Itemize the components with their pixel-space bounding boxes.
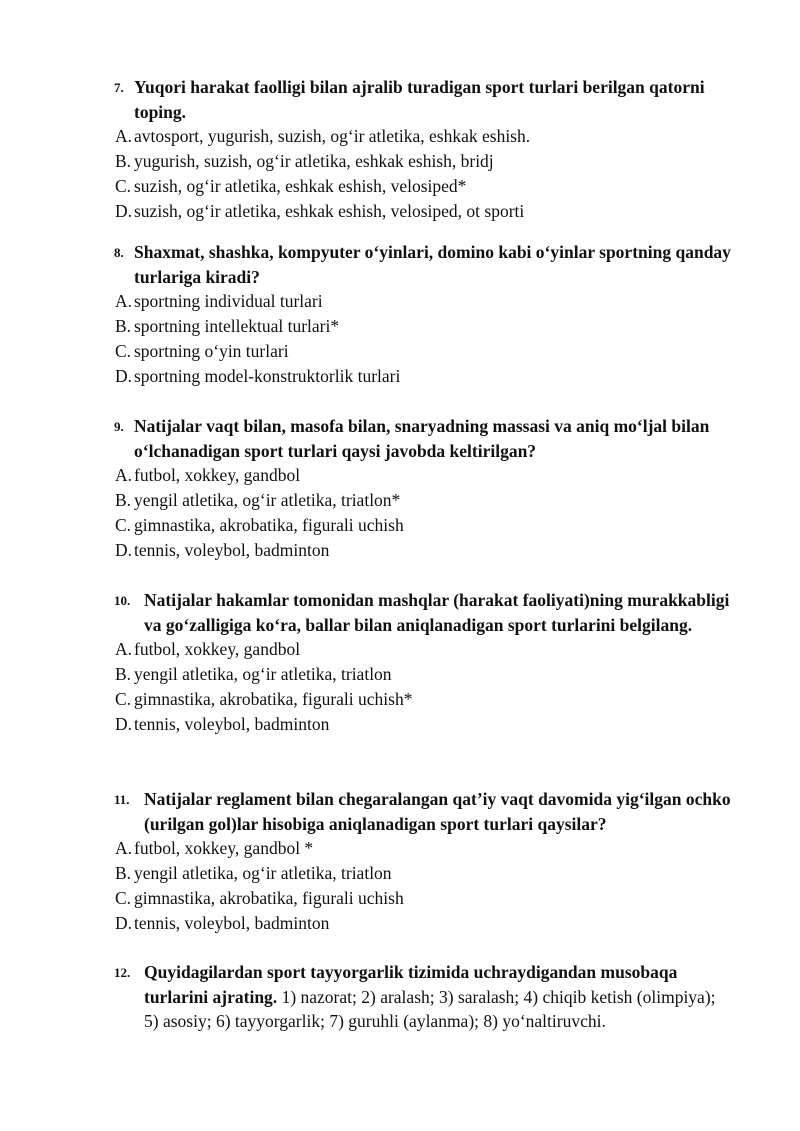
option-letter: A. bbox=[115, 465, 133, 485]
question-number: 10. bbox=[114, 593, 131, 608]
option-text: sportning model-konstruktorlik turlari bbox=[134, 366, 401, 386]
question-text bbox=[144, 960, 734, 1034]
question-number: 7. bbox=[114, 80, 124, 95]
option-letter: B. bbox=[115, 664, 132, 684]
option-letter: A. bbox=[115, 291, 133, 311]
answer-option-d bbox=[0, 538, 800, 563]
answer-option-b bbox=[0, 488, 800, 513]
question-header bbox=[0, 960, 734, 1034]
question-text-bold: Quyidagilardan sport tayyorgarlik tizimida uchraydigandan musobaqa turlarini ajrating. bbox=[144, 962, 678, 1007]
answer-option-a bbox=[0, 637, 800, 662]
question-text-list: 1) nazorat; 2) aralash; 3) saralash; 4) chiqib ketish (olimpiya); 5) asosiy; 6) tayyorgarlik; 7) guruhli (aylanma); 8) yo‘naltiruvchi. bbox=[144, 986, 716, 1031]
option-letter: D. bbox=[115, 714, 133, 734]
question-7 bbox=[0, 75, 800, 224]
option-text: suzish, og‘ir atletika, eshkak eshish, velosiped* bbox=[134, 176, 467, 196]
option-text: yengil atletika, og‘ir atletika, triatlon bbox=[134, 664, 392, 684]
answer-option-c bbox=[0, 339, 800, 364]
answer-option-d bbox=[0, 199, 800, 224]
question-number: 12. bbox=[114, 965, 131, 980]
option-text: gimnastika, akrobatika, figurali uchish bbox=[134, 888, 404, 908]
question-number: 11. bbox=[114, 792, 130, 807]
answer-option-a bbox=[0, 124, 800, 149]
question-header bbox=[0, 240, 734, 289]
option-letter: C. bbox=[115, 888, 132, 908]
answer-option-c bbox=[0, 687, 800, 712]
question-11 bbox=[0, 787, 800, 936]
option-text: tennis, voleybol, badminton bbox=[134, 913, 330, 933]
option-letter: C. bbox=[115, 341, 132, 361]
option-text: sportning individual turlari bbox=[134, 291, 323, 311]
option-text: tennis, voleybol, badminton bbox=[134, 540, 330, 560]
option-letter: A. bbox=[115, 838, 133, 858]
option-text: gimnastika, akrobatika, figurali uchish bbox=[134, 515, 404, 535]
question-header bbox=[0, 787, 734, 836]
option-letter: B. bbox=[115, 316, 132, 336]
option-letter: B. bbox=[115, 490, 132, 510]
question-header bbox=[0, 75, 734, 124]
question-number: 8. bbox=[114, 245, 124, 260]
question-text: Yuqori harakat faolligi bilan ajralib turadigan sport turlari berilgan qatorni toping. bbox=[134, 77, 705, 122]
answer-option-b bbox=[0, 314, 800, 339]
question-8 bbox=[0, 240, 800, 389]
option-letter: C. bbox=[115, 515, 132, 535]
option-letter: D. bbox=[115, 913, 133, 933]
question-header bbox=[0, 414, 734, 463]
option-letter: D. bbox=[115, 540, 133, 560]
question-9 bbox=[0, 414, 800, 563]
question-text: Natijalar reglament bilan chegaralangan qat’iy vaqt davomida yig‘ilgan ochko (urilgan gol)lar hisobiga aniqlanadigan sport turlari qaysilar? bbox=[144, 789, 731, 834]
option-text: futbol, xokkey, gandbol * bbox=[134, 838, 314, 858]
option-text: yengil atletika, og‘ir atletika, triatlon* bbox=[134, 490, 401, 510]
answer-option-c bbox=[0, 513, 800, 538]
answer-option-a bbox=[0, 289, 800, 314]
answer-option-a bbox=[0, 836, 800, 861]
answer-option-d bbox=[0, 712, 800, 737]
answer-option-b bbox=[0, 861, 800, 886]
option-letter: C. bbox=[115, 176, 132, 196]
option-text: tennis, voleybol, badminton bbox=[134, 714, 330, 734]
option-letter: D. bbox=[115, 201, 133, 221]
option-text: sportning o‘yin turlari bbox=[134, 341, 289, 361]
answer-option-b bbox=[0, 149, 800, 174]
option-text: futbol, xokkey, gandbol bbox=[134, 465, 301, 485]
question-text: Shaxmat, shashka, kompyuter o‘yinlari, domino kabi o‘yinlar sportning qanday turlariga kiradi? bbox=[134, 242, 731, 287]
option-text: yugurish, suzish, og‘ir atletika, eshkak eshish, bridj bbox=[134, 151, 494, 171]
option-letter: A. bbox=[115, 126, 133, 146]
question-text: Natijalar vaqt bilan, masofa bilan, snaryadning massasi va aniq mo‘ljal bilan o‘lchanadigan sport turlari qaysi javobda keltirilgan? bbox=[134, 416, 710, 461]
option-text: gimnastika, akrobatika, figurali uchish* bbox=[134, 689, 413, 709]
option-letter: B. bbox=[115, 151, 132, 171]
answer-option-a bbox=[0, 463, 800, 488]
question-text: Natijalar hakamlar tomonidan mashqlar (harakat faoliyati)ning murakkabligi va go‘zalligiga ko‘ra, ballar bilan aniqlanadigan sport turlarini belgilang. bbox=[144, 590, 730, 635]
answer-option-c bbox=[0, 886, 800, 911]
option-text: sportning intellektual turlari* bbox=[134, 316, 340, 336]
answer-option-b bbox=[0, 662, 800, 687]
option-text: futbol, xokkey, gandbol bbox=[134, 639, 301, 659]
question-header bbox=[0, 588, 734, 637]
answer-option-d bbox=[0, 911, 800, 936]
option-letter: B. bbox=[115, 863, 132, 883]
option-letter: A. bbox=[115, 639, 133, 659]
question-number: 9. bbox=[114, 419, 124, 434]
option-text: avtosport, yugurish, suzish, og‘ir atletika, eshkak eshish. bbox=[134, 126, 531, 146]
question-12 bbox=[0, 960, 800, 1034]
option-letter: D. bbox=[115, 366, 133, 386]
option-text: yengil atletika, og‘ir atletika, triatlon bbox=[134, 863, 392, 883]
answer-option-d bbox=[0, 364, 800, 389]
option-text: suzish, og‘ir atletika, eshkak eshish, velosiped, ot sporti bbox=[134, 201, 525, 221]
question-10 bbox=[0, 588, 800, 737]
option-letter: C. bbox=[115, 689, 132, 709]
answer-option-c bbox=[0, 174, 800, 199]
